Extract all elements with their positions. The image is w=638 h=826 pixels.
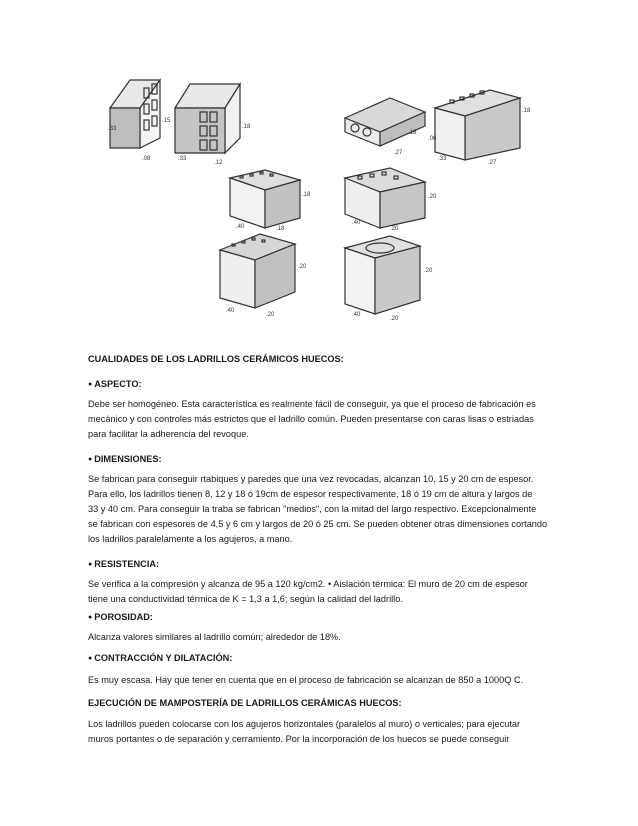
dim-label: .20 [298,264,307,270]
dim-label: .18 [242,124,251,130]
text-line: Es muy escasa. Hay que tener en cuenta que en el proceso de fabricación se alcanzan de 850 a 1000Q C. [88,675,524,685]
dim-label: .20 [390,316,399,322]
text-line: se fabrican con espesores de 4,5 y 6 cm y largos de 20 ó 25 cm. Se pueden obtener otras dimensiones cortando [88,519,548,529]
text-line: Alcanza valores similares al ladrillo común; alrededor de 18%. [88,632,341,642]
dim-label: .15 [162,118,171,124]
document-title: CUALIDADES DE LOS LADRILLOS CERÁMICOS HUECOS: [88,354,344,364]
text-line: mecánico y con controles más estrictos que el ladrillo común. Pueden presentarse con caras lisas o estriadas [88,414,534,424]
bricks-illustration [90,68,560,340]
text-line: Los ladrillos pueden colocarse con los agujeros horizontales (paralelos al muro) o verticales; para ejecutar [88,719,521,729]
dim-label: .18 [408,130,417,136]
brick-2 [175,84,240,153]
paragraph-aspecto [88,397,560,442]
dim-label: .08 [142,156,151,162]
section-heading-porosidad: ● POROSIDAD: [88,610,560,626]
dim-label: .40 [236,224,245,230]
text-line: 33 y 40 cm. Para conseguir la traba se fabrican "medios", con la mitad del largo respectivo. Excepcionalmente [88,504,537,514]
paragraph-resistencia [88,577,560,607]
dim-label: .18 [522,108,531,114]
text-line: para facilitar la adherencia del revoque. [88,429,249,439]
text-line: muros portantes o de separación y cerramiento. Por la incorporación de los huecos se puede conseguir [88,734,510,744]
brick-4 [435,90,520,160]
bricks-drawing [90,68,560,340]
dim-label: .20 [266,312,275,318]
section-heading-contraccion: ● CONTRACCIÓN Y DILATACIÓN: [88,651,560,667]
dim-label: .33 [438,156,447,162]
brick-1 [110,80,160,148]
paragraph-contraccion [88,673,560,688]
section2-title: EJECUCIÓN DE MAMPOSTERÍA DE LADRILLOS CERÁMICAS HUECOS: [88,698,402,708]
dim-label: .20 [390,226,399,232]
text-line: Para ello, los ladrillos tienen 8, 12 y 18 ó 19cm de espesor respectivamente, 18 ó 19 cm de altura y largos de [88,489,533,499]
dim-label: .12 [214,160,223,166]
section-heading-aspecto: ● ASPECTO: [88,377,560,393]
dim-label: .20 [424,268,433,274]
dim-label: .18 [276,226,285,232]
section-heading-dimensiones: ● DIMENSIONES: [88,452,560,468]
dim-label: .27 [488,160,497,166]
paragraph-porosidad [88,630,560,645]
brick-6 [345,168,425,228]
brick-3 [345,98,425,146]
dim-label: .27 [394,150,403,156]
paragraph-ejecucion [88,717,560,747]
dim-label: .18 [302,192,311,198]
brick-5 [230,170,300,228]
brick-7 [220,234,295,308]
text-line: Se verifica a la compresión y alcanza de 95 a 120 kg/cm2. • Aislación térmica: El muro de 20 cm de espesor [88,579,528,589]
text-line: tiene una conductividad térmica de K = 1,3 a 1,6; según la calidad del ladrillo. [88,594,403,604]
paragraph-dimensiones [88,472,560,547]
text-line: Se fabrican para conseguir rtabiques y paredes que una vez revocadas, alcanzan 10, 15 y 20 cm de espesor. [88,474,534,484]
section-heading-resistencia: ● RESISTENCIA: [88,557,560,573]
brick-8 [345,236,420,314]
dim-label: .33 [108,126,117,132]
dim-label: .40 [226,308,235,314]
text-line: Debe ser homogéneo. Esta característica es realmente fácil de conseguir, ya que el proceso de fabricación es [88,399,536,409]
text-line: los ladrillos paralelamente a los agujeros, a mano. [88,534,293,544]
dim-label: .33 [178,156,187,162]
dim-label: .20 [428,194,437,200]
dim-label: .06 [428,136,437,142]
dim-label: .40 [352,220,361,226]
dim-label: .40 [352,312,361,318]
